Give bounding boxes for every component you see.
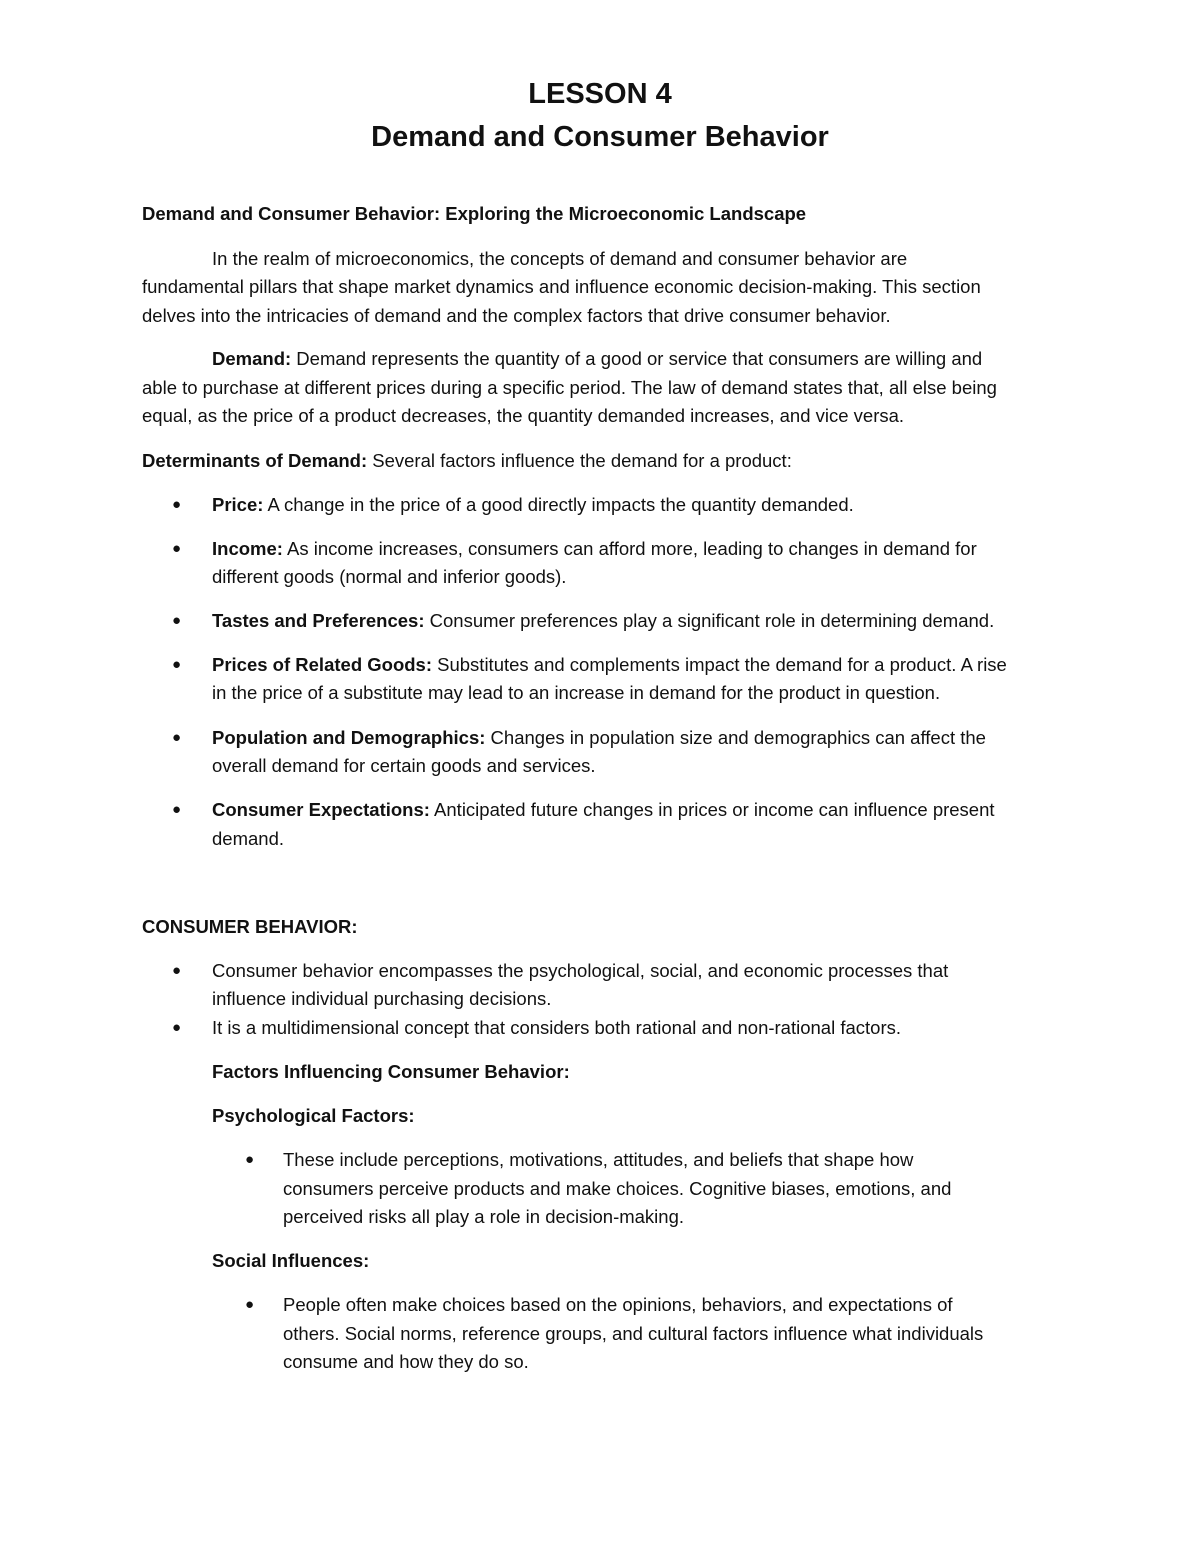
demand-paragraph-line: equal, as the price of a product decreases, the quantity demanded increases, and vice versa. xyxy=(142,405,905,426)
subheading: Psychological Factors: xyxy=(212,1105,415,1126)
determinant-item xyxy=(212,724,986,752)
intro-paragraph-line: fundamental pillars that shape market dynamics and influence economic decision-making. This section xyxy=(142,276,981,297)
determinants-intro xyxy=(142,447,792,475)
bullet-icon: ● xyxy=(172,962,182,979)
determinant-item xyxy=(212,796,995,824)
determinant-term: Tastes and Preferences: xyxy=(212,610,425,631)
bullet-icon: ● xyxy=(172,612,182,629)
intro-paragraph-line: In the realm of microeconomics, the concepts of demand and consumer behavior are xyxy=(212,248,908,269)
lesson-title: Demand and Consumer Behavior xyxy=(371,121,829,153)
determinant-term: Consumer Expectations: xyxy=(212,799,430,820)
social-bullet-line: consume and how they do so. xyxy=(283,1351,529,1372)
bullet-icon: ● xyxy=(172,1019,182,1036)
determinants-text: Several factors influence the demand for a product: xyxy=(367,450,792,471)
consumer-bullet-line: influence individual purchasing decisions. xyxy=(212,988,552,1009)
subheading: Factors Influencing Consumer Behavior: xyxy=(212,1061,570,1082)
bullet-icon: ● xyxy=(172,496,182,513)
social-bullet-line: People often make choices based on the opinions, behaviors, and expectations of xyxy=(283,1294,953,1315)
lesson-number: LESSON 4 xyxy=(528,78,672,110)
psych-bullet-line: These include perceptions, motivations, attitudes, and beliefs that shape how xyxy=(283,1149,914,1170)
determinant-item xyxy=(212,651,1007,679)
bullet-icon: ● xyxy=(172,801,182,818)
demand-paragraph-line xyxy=(212,345,982,373)
determinant-text-continued: in the price of a substitute may lead to an increase in demand for the product in question. xyxy=(212,682,941,703)
determinant-text: As income increases, consumers can afford more, leading to changes in demand for xyxy=(282,538,977,559)
section-heading: Demand and Consumer Behavior: Exploring the Microeconomic Landscape xyxy=(142,203,807,224)
determinant-item xyxy=(212,607,994,635)
determinant-item xyxy=(212,535,977,563)
bullet-icon: ● xyxy=(245,1296,255,1313)
determinant-text: Anticipated future changes in prices or income can influence present xyxy=(429,799,995,820)
determinant-text: Changes in population size and demographics can affect the xyxy=(485,727,986,748)
determinants-term: Determinants of Demand: xyxy=(142,450,368,471)
determinant-item xyxy=(212,491,854,519)
psych-bullet-line: perceived risks all play a role in decision-making. xyxy=(283,1206,685,1227)
determinant-text-continued: overall demand for certain goods and services. xyxy=(212,755,596,776)
determinant-term: Price: xyxy=(212,494,264,515)
determinant-term: Population and Demographics: xyxy=(212,727,486,748)
social-bullet-line: others. Social norms, reference groups, and cultural factors influence what individuals xyxy=(283,1323,984,1344)
demand-paragraph-line: able to purchase at different prices during a specific period. The law of demand states that, all else being xyxy=(142,377,997,398)
determinant-text-continued: demand. xyxy=(212,828,284,849)
demand-text: Demand represents the quantity of a good or service that consumers are willing and xyxy=(291,348,983,369)
determinant-term: Prices of Related Goods: xyxy=(212,654,432,675)
intro-paragraph-line: delves into the intricacies of demand and the complex factors that drive consumer behavior. xyxy=(142,305,891,326)
subheading: Social Influences: xyxy=(212,1250,370,1271)
bullet-icon: ● xyxy=(172,729,182,746)
demand-term: Demand: xyxy=(212,348,292,369)
determinant-term: Income: xyxy=(212,538,283,559)
psych-bullet-line: consumers perceive products and make choices. Cognitive biases, emotions, and xyxy=(283,1178,952,1199)
bullet-icon: ● xyxy=(172,656,182,673)
determinant-text: A change in the price of a good directly impacts the quantity demanded. xyxy=(263,494,854,515)
consumer-bullet-line: Consumer behavior encompasses the psychological, social, and economic processes that xyxy=(212,960,949,981)
determinant-text: Substitutes and complements impact the demand for a product. A rise xyxy=(432,654,1007,675)
section-heading: CONSUMER BEHAVIOR: xyxy=(142,916,358,937)
consumer-bullet-line: It is a multidimensional concept that considers both rational and non-rational factors. xyxy=(212,1017,901,1038)
determinant-text: Consumer preferences play a significant role in determining demand. xyxy=(424,610,995,631)
determinant-text-continued: different goods (normal and inferior goods). xyxy=(212,566,567,587)
bullet-icon: ● xyxy=(245,1151,255,1168)
bullet-icon: ● xyxy=(172,540,182,557)
